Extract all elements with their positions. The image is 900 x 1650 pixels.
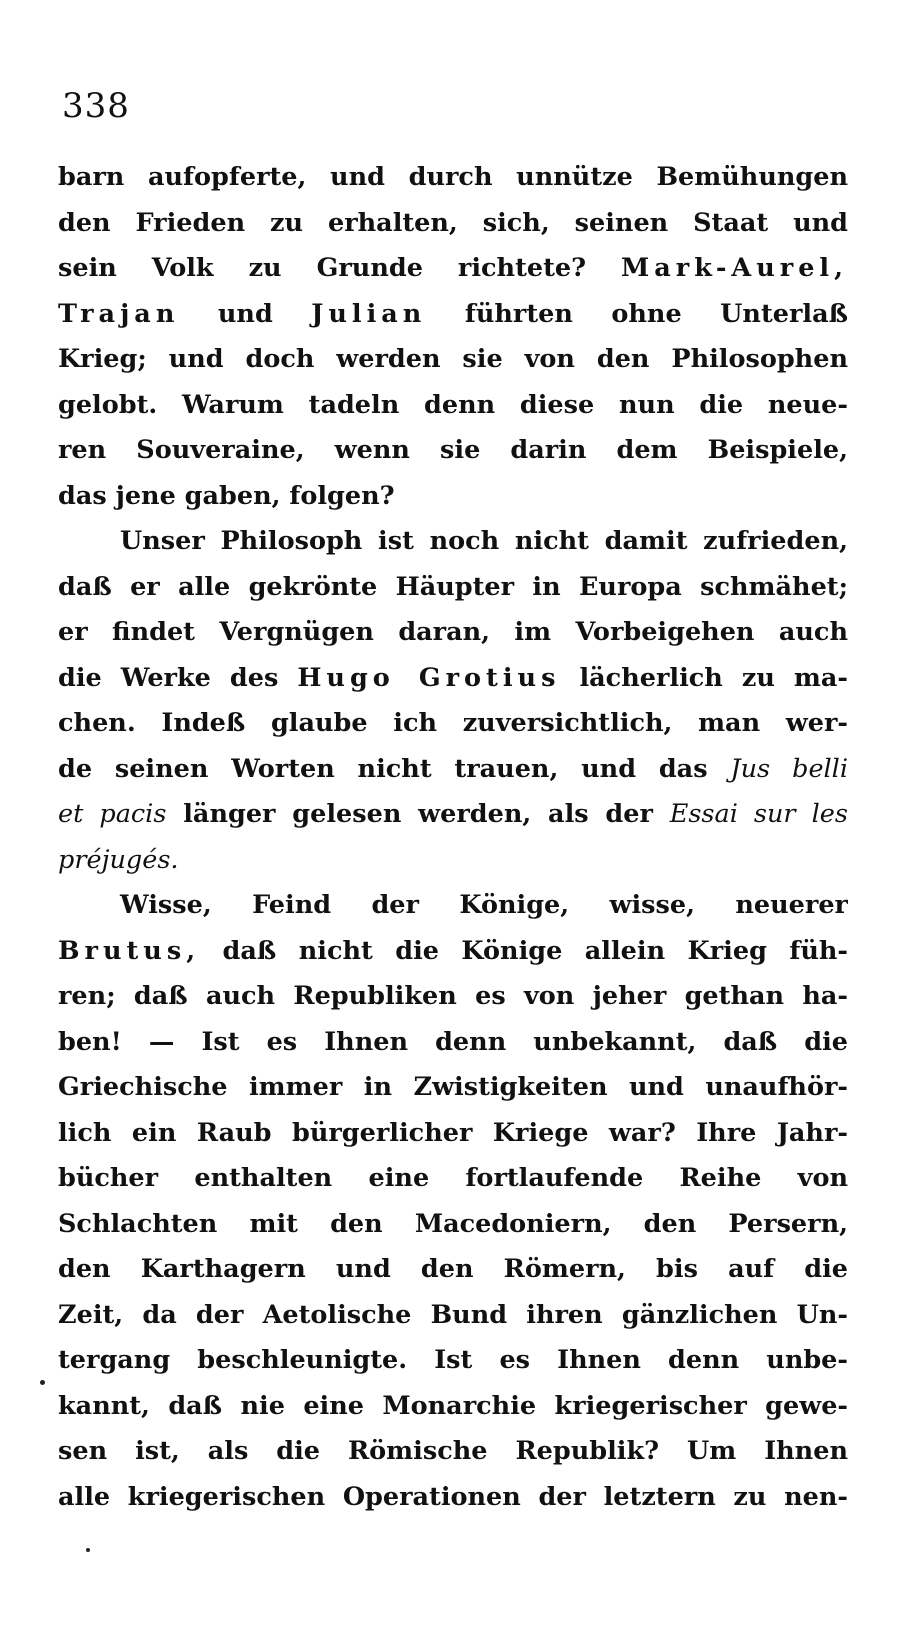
text-line: [58, 292, 848, 338]
text-line: chen. Indeß glaube ich zuversichtlich, man wer-: [58, 708, 848, 738]
text-segment: länger gelesen werden, als der: [183, 799, 653, 829]
name-julian: Julian: [311, 298, 427, 329]
text-line: sen ist, als die Römische Republik? Um Ihnen: [58, 1436, 848, 1466]
text-line: den Karthagern und den Römern, bis auf die: [58, 1254, 848, 1284]
text-line: gelobt. Warum tadeln denn diese nun die neue-: [58, 389, 848, 420]
text-line: den Frieden zu erhalten, sich, seinen Staat und: [58, 207, 848, 238]
text-line: [58, 246, 848, 292]
text-line: ren; daß auch Republiken es von jeher gethan ha-: [58, 981, 848, 1011]
title-essai: Essai sur les: [669, 799, 848, 829]
text-line: [58, 792, 848, 838]
text-line: Krieg; und doch werden sie von den Philosophen: [58, 344, 848, 374]
text-line: Zeit, da der Aetolische Bund ihren gänzlichen Un-: [58, 1299, 848, 1330]
ink-speck: [86, 1548, 90, 1552]
title-prejuges: préjugés.: [58, 844, 179, 875]
text-line: daß er alle gekrönte Häupter in Europa schmähet;: [58, 571, 848, 602]
text-line: das jene gaben, folgen?: [58, 480, 395, 511]
text-line: ren Souveraine, wenn sie darin dem Beispiele,: [58, 435, 848, 465]
text-line: er findet Vergnügen daran, im Vorbeigehen auch: [58, 617, 848, 647]
text-line: Schlachten mit den Macedoniern, den Persern,: [58, 1208, 848, 1239]
text-line: barn aufopferte, und durch unnütze Bemühungen: [58, 162, 848, 192]
text-line: tergang beschleunigte. Ist es Ihnen denn unbe-: [58, 1345, 848, 1375]
text-line: bücher enthalten eine fortlaufende Reihe von: [58, 1163, 848, 1193]
text-line: [58, 747, 848, 793]
text-line: [58, 838, 848, 884]
text-segment: lächerlich zu ma-: [579, 662, 848, 693]
text-line: [58, 929, 848, 975]
text-segment: de seinen Worten nicht trauen, und das: [58, 753, 708, 784]
text-segment: führten ohne Unterlaß: [464, 298, 848, 329]
text-line: kannt, daß nie eine Monarchie kriegerischer gewe-: [58, 1390, 848, 1421]
text-line: Unser Philosoph ist noch nicht damit zufrieden,: [120, 526, 848, 556]
text-line: ben! — Ist es Ihnen denn unbekannt, daß die: [58, 1026, 848, 1057]
name-hugo-grotius: Hugo Grotius: [297, 662, 561, 693]
title-jus-belli: Jus belli: [730, 753, 848, 784]
text-line: Wisse, Feind der Könige, wisse, neuerer: [120, 890, 848, 920]
text-segment: und: [217, 298, 273, 329]
title-et-pacis: et pacis: [58, 799, 167, 829]
body-text: [58, 155, 848, 1520]
text-segment: die Werke des: [58, 662, 279, 693]
text-line: [58, 656, 848, 702]
text-line: alle kriegerischen Operationen der letztern zu nen-: [58, 1481, 848, 1512]
ink-speck: [40, 1380, 45, 1385]
text-segment: daß nicht die Könige allein Krieg füh-: [222, 935, 848, 966]
name-mark-aurel: Mark-Aurel,: [621, 253, 848, 283]
name-brutus: Brutus,: [58, 935, 201, 966]
page-number: 338: [62, 86, 130, 126]
text-line: Griechische immer in Zwistigkeiten und unaufhör-: [58, 1072, 848, 1102]
text-segment: sein Volk zu Grunde richtete?: [58, 253, 587, 283]
name-trajan: Trajan: [58, 298, 180, 329]
text-line: lich ein Raub bürgerlicher Kriege war? Ihre Jahr-: [58, 1117, 848, 1148]
